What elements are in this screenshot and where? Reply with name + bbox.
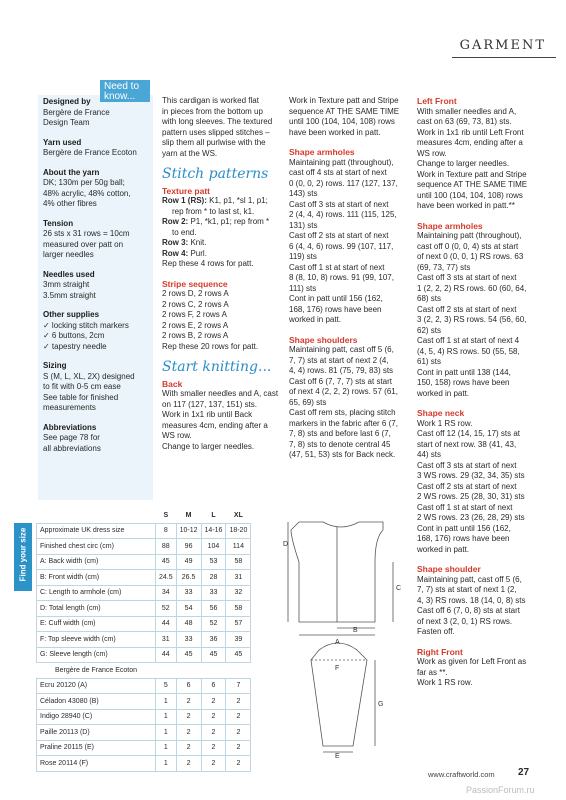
shape-armholes-title: Shape armholes <box>289 147 355 157</box>
label-e: E <box>335 753 340 758</box>
table-cell: 24.5 <box>156 570 177 586</box>
table-row <box>37 539 251 555</box>
text-line: until 100 (104, 104, 108) rows <box>289 117 395 126</box>
sidebar-line: all abbreviations <box>43 443 101 453</box>
table-cell: B: Front width (cm) <box>37 570 156 586</box>
text-line: 111) sts <box>289 283 317 293</box>
text-line: Cast off 12 (14, 15, 17) sts at <box>417 429 521 438</box>
text-line: Cast off 1 st at start of next <box>417 502 513 512</box>
find-your-size-label: Find your size <box>18 527 28 582</box>
table-cell: 2 <box>176 740 201 756</box>
table-cell: M <box>185 511 192 519</box>
texture-stripe-intro <box>289 96 411 138</box>
shape-shoulders-text <box>289 345 411 461</box>
table-cell: 2 <box>226 756 251 772</box>
text-line: Cont in patt until 138 (144, <box>417 367 511 377</box>
table-cell: 28 <box>201 570 226 586</box>
table-cell: 1 <box>156 709 177 725</box>
table-cell: G: Sleeve length (cm) <box>37 647 156 663</box>
table-cell: 88 <box>156 539 177 555</box>
text-line: Work as given for Left Front as <box>417 657 527 666</box>
table-cell: 2 <box>176 709 201 725</box>
table-cell: 58 <box>226 601 251 617</box>
text-line: cast on 63 (69, 73, 81) sts. <box>417 117 512 126</box>
text-line: on 117 (127, 137, 151) sts. <box>162 399 258 409</box>
text-line: Work in 1x1 rib until Left Front <box>417 127 524 137</box>
table-cell: 2 <box>201 694 226 710</box>
table-cell: 49 <box>176 554 201 570</box>
text-line: of next 3 (2, 0, 1) RS rows. <box>417 616 513 626</box>
shape-neck-title: Shape neck <box>417 408 465 418</box>
text-line: 4, 3) RS rows. 18 (14, 0, 8) sts <box>417 595 526 605</box>
text-line: (4, 5, 4) RS rows. 50 (55, 58, <box>417 346 520 356</box>
sidebar-line: measured over patt on <box>43 239 124 249</box>
text-line: 168, 176) rows have been <box>289 304 382 314</box>
table-cell: 53 <box>201 554 226 570</box>
table-cell: 2 <box>226 725 251 741</box>
back-instructions <box>162 389 284 452</box>
text-line: 119) sts <box>289 252 317 261</box>
text-line: Cast off 3 sts at start of next <box>417 460 517 470</box>
watermark: PassionForum.ru <box>466 785 535 795</box>
table-row <box>37 523 251 539</box>
sidebar-heading: Other supplies <box>43 310 100 319</box>
texture-patt-title: Texture patt <box>162 185 211 196</box>
text-line: Cast off rem sts, placing stitch <box>289 408 396 417</box>
text-line: Cast off 1 st at start of next <box>289 262 385 272</box>
sidebar-line: Design Team <box>43 118 90 127</box>
sidebar-line: 48% acrylic, 48% cotton, <box>43 188 131 198</box>
table-cell: L <box>211 511 216 519</box>
shape-shoulders-title: Shape shoulders <box>289 334 358 345</box>
row-label: Row 3: <box>162 238 189 247</box>
shape-armholes-text <box>289 158 411 326</box>
table-row <box>37 740 251 756</box>
row-text: K1, p1, *sl 1, p1; <box>209 196 268 205</box>
text-line: With smaller needles and A, cast <box>162 389 279 398</box>
table-cell: 2 <box>176 756 201 772</box>
start-knitting-title: Start knitting... <box>162 359 272 375</box>
text-line: 62) sts <box>417 325 442 335</box>
table-cell: 2 <box>226 709 251 725</box>
texture-patt-rows <box>162 196 284 270</box>
text-line: 65, 69) sts <box>289 397 327 407</box>
table-cell: 45 <box>201 647 226 663</box>
texture-row <box>162 207 284 218</box>
table-cell: Finished chest circ (cm) <box>37 539 156 555</box>
text-line: Fasten off. <box>417 627 455 636</box>
text-line: cast off 0 (0, 0, 4) sts at start <box>417 241 519 251</box>
table-row <box>37 725 251 741</box>
table-cell: Praline 20115 (E) <box>37 740 156 756</box>
table-cell: XL <box>233 511 243 519</box>
text-line: have been worked in patt. <box>289 127 381 137</box>
right-front-title: Right Front <box>417 646 463 657</box>
table-cell: 33 <box>176 632 201 648</box>
text-line: sequence AT THE SAME TIME <box>289 106 400 116</box>
sidebar-line: ✓ 6 buttons, 2cm <box>43 331 105 340</box>
sidebar-line: Bergère de France Ecoton <box>43 148 137 157</box>
size-table-container <box>36 508 251 772</box>
text-line: with long sleeves. The textured <box>162 117 273 126</box>
sidebar-line: DK; 130m per 50g ball; <box>43 178 125 187</box>
text-line: 131) sts <box>289 220 318 230</box>
text-line: Work 1 RS row. <box>417 418 473 428</box>
table-cell: 52 <box>156 601 177 617</box>
texture-row <box>162 217 284 228</box>
intro-paragraph <box>162 96 284 159</box>
text-line: of next 4 (2, 2, 2) rows. 57 (61, <box>289 387 398 396</box>
left-front-text <box>417 107 539 212</box>
table-cell <box>226 663 251 679</box>
find-your-size-tab <box>14 523 32 591</box>
table-cell: 33 <box>176 585 201 601</box>
text-line: Maintaining patt, cast off 5 (6, <box>417 574 522 584</box>
text-line: 2 (4, 4, 4) rows. 111 (115, 125, <box>289 210 397 219</box>
text-line: WS row. <box>417 148 447 158</box>
sidebar-line: measurements <box>43 403 96 412</box>
table-cell <box>156 663 177 679</box>
texture-row <box>162 249 284 260</box>
text-line: Maintaining patt, cast off 5 (6, <box>289 345 394 354</box>
shape-neck-text <box>417 419 539 556</box>
table-row <box>37 585 251 601</box>
table-cell: 2 <box>226 694 251 710</box>
table-cell: A: Back width (cm) <box>37 554 156 570</box>
text-line: Cast off 2 sts at start of next <box>417 304 517 314</box>
table-cell: 6 <box>201 678 226 694</box>
table-cell: Bergère de France Ecoton <box>54 666 138 674</box>
texture-row <box>162 238 284 249</box>
table-cell: Indigo 28940 (C) <box>37 709 156 725</box>
table-cell: 1 <box>156 725 177 741</box>
table-cell: Rose 20114 (F) <box>37 756 156 772</box>
text-line: Cast off 2 sts at start of next <box>417 481 517 491</box>
label-f: F <box>335 665 340 672</box>
text-line: 61) sts <box>417 357 442 366</box>
text-line: (69, 73, 77) sts <box>417 262 471 272</box>
table-cell: 2 <box>176 725 201 741</box>
table-cell: 2 <box>201 740 226 756</box>
table-cell: 2 <box>226 740 251 756</box>
table-cell: 45 <box>176 647 201 663</box>
table-cell: Approximate UK dress size <box>37 523 156 539</box>
table-cell: 2 <box>201 756 226 772</box>
text-line: 150, 158) rows have been <box>417 378 510 387</box>
text-line: 2 rows D, 2 rows A <box>162 289 229 298</box>
table-cell: 2 <box>201 725 226 741</box>
table-cell <box>37 508 156 523</box>
table-cell: 34 <box>156 585 177 601</box>
text-line: Cast off 2 sts at start of next <box>289 231 389 240</box>
text-line: 7, 8) sts to denote central 45 <box>289 439 391 449</box>
table-row <box>37 647 251 663</box>
text-line: WS row. <box>162 431 192 440</box>
table-cell: 33 <box>201 585 226 601</box>
sidebar-info <box>43 97 151 454</box>
text-line: Work in 1x1 rib until Back <box>162 410 253 419</box>
text-line: 6 (4, 4, 6) rows. 99 (107, 117, <box>289 241 394 251</box>
sidebar-heading: Sizing <box>43 361 67 370</box>
text-line: worked in patt. <box>289 315 342 324</box>
shape-shoulder-text <box>417 575 539 638</box>
text-line: sequence AT THE SAME TIME <box>417 180 528 189</box>
text-line: 7, 7) sts at start of next 2 (4, <box>289 355 389 365</box>
text-line: measures 4cm, ending after a <box>417 138 523 147</box>
table-cell: 36 <box>201 632 226 648</box>
stripe-sequence-title: Stripe sequence <box>162 278 228 289</box>
text-line: Maintaining patt (throughout), <box>289 157 394 167</box>
text-line: worked in patt. <box>417 544 470 554</box>
table-cell: 48 <box>176 616 201 632</box>
front-shape-armholes-title: Shape armholes <box>417 220 483 231</box>
stripe-sequence-rows <box>162 289 284 352</box>
table-cell: 45 <box>226 647 251 663</box>
page-number: 27 <box>518 767 530 778</box>
table-cell: 31 <box>226 570 251 586</box>
table-cell <box>176 663 201 679</box>
text-line: Cast off 3 sts at start of next <box>289 199 389 209</box>
row-text: Rep these 4 rows for patt. <box>162 259 254 268</box>
text-line: cast off 4 sts at start of next <box>289 168 387 177</box>
text-line: Cast off 3 sts at start of next <box>417 273 517 282</box>
table-row <box>37 756 251 772</box>
table-cell: 18-20 <box>226 523 251 539</box>
table-cell: 44 <box>156 616 177 632</box>
sidebar-line: ✓ locking stitch markers <box>43 320 129 330</box>
need-to-know-badge: Need to know... <box>100 80 150 102</box>
table-row <box>37 632 251 648</box>
table-cell: 45 <box>156 554 177 570</box>
text-line: until 100 (104, 104, 108) rows <box>417 190 523 200</box>
garment-diagram <box>283 518 413 758</box>
sidebar-line: See table for finished <box>43 392 119 402</box>
table-cell: 26.5 <box>176 570 201 586</box>
header-rule <box>452 57 556 58</box>
table-cell: 39 <box>226 632 251 648</box>
text-line: Change to larger needles. <box>162 441 255 451</box>
sidebar-heading: Needles used <box>43 269 95 279</box>
row-text: rep from * to last st, k1. <box>172 206 255 216</box>
text-line: 7, 8) sts and before last 6 (7, <box>289 429 391 438</box>
text-line: in pieces from the bottom up <box>162 106 263 116</box>
table-header-row <box>37 508 251 523</box>
table-cell: 10-12 <box>176 523 201 539</box>
text-line: 2 rows E, 2 rows A <box>162 320 229 330</box>
text-line: 168, 176) rows have been <box>417 534 510 543</box>
text-line: 2 rows B, 2 rows A <box>162 331 229 340</box>
left-front-title: Left Front <box>417 96 457 106</box>
label-c: C <box>396 585 402 592</box>
sidebar-line: ✓ tapestry needle <box>43 341 107 351</box>
table-row <box>37 616 251 632</box>
text-line: far as **. <box>417 667 448 677</box>
table-cell: 32 <box>226 585 251 601</box>
text-line: markers in the fabric after 6 (7, <box>289 418 398 428</box>
table-cell: 1 <box>156 740 177 756</box>
table-row <box>37 678 251 694</box>
table-cell: 6 <box>176 678 201 694</box>
row-text: Purl. <box>190 248 207 258</box>
sidebar-heading: Designed by <box>43 97 91 106</box>
label-g: G <box>378 701 384 708</box>
table-cell: 1 <box>156 694 177 710</box>
yarn-header-row <box>37 663 251 679</box>
text-line: Rep these 20 rows for patt. <box>162 341 259 351</box>
table-cell: E: Cuff width (cm) <box>37 616 156 632</box>
sidebar-line: to fit with 0-5 cm ease <box>43 382 121 391</box>
texture-row <box>162 259 284 270</box>
back-title: Back <box>162 378 183 389</box>
table-row <box>37 554 251 570</box>
text-line: 2 rows F, 2 rows A <box>162 310 227 319</box>
text-line: 143) sts <box>289 189 318 198</box>
table-cell: D: Total length (cm) <box>37 601 156 617</box>
text-line: measures 4cm, ending after a <box>162 420 268 430</box>
table-cell <box>201 663 226 679</box>
table-cell: 104 <box>201 539 226 555</box>
table-cell: 14-16 <box>201 523 226 539</box>
text-line: yarn at the WS. <box>162 148 218 158</box>
text-line: Change to larger needles. <box>417 159 510 168</box>
text-line: 8 (8, 10, 8) rows. 91 (99, 107, <box>289 273 394 282</box>
label-d: D <box>283 541 289 548</box>
table-cell: Céladon 43080 (B) <box>37 694 156 710</box>
column-4 <box>417 96 539 689</box>
table-cell: 31 <box>156 632 177 648</box>
text-line: Cast off 6 (7, 0, 8) sts at start <box>417 606 521 615</box>
text-line: 2 rows C, 2 rows A <box>162 299 229 309</box>
table-row <box>37 709 251 725</box>
sidebar-line: 4% other fibres <box>43 199 97 208</box>
table-cell: 2 <box>176 694 201 710</box>
sidebar-heading: Abbreviations <box>43 422 97 432</box>
sidebar-line: Bergère de France <box>43 107 110 117</box>
text-line: 7, 7) sts at start of next 1 (2, <box>417 585 517 594</box>
table-cell: 1 <box>156 756 177 772</box>
text-line: Cont in patt until 156 (162, <box>417 523 511 533</box>
table-cell: 54 <box>176 601 201 617</box>
sidebar-line: 3mm straight <box>43 280 90 289</box>
sidebar-line: larger needles <box>43 250 94 259</box>
row-text: to end. <box>172 227 197 237</box>
row-text: P1, *k1, p1; rep from * <box>190 217 270 226</box>
text-line: Cast off 6 (7, 7, 7) sts at start <box>289 376 393 386</box>
table-row <box>37 601 251 617</box>
text-line: 2 WS rows. 23 (26, 28, 29) sts <box>417 513 525 522</box>
table-cell: Paille 20113 (D) <box>37 725 156 741</box>
table-cell: F: Top sleeve width (cm) <box>37 632 156 648</box>
text-line: 1 (2, 2, 2) RS rows. 60 (60, 64, <box>417 283 527 293</box>
text-line: Work in Texture patt and Stripe <box>289 96 399 105</box>
footer-url[interactable]: www.craftworld.com <box>428 770 495 779</box>
text-line: of next 0 (0, 0, 1) RS rows. 63 <box>417 252 524 261</box>
right-front-text <box>417 657 539 689</box>
texture-row <box>162 228 284 239</box>
front-shape-armholes-text <box>417 231 539 399</box>
text-line: 0 (0, 0, 2) rows. 117 (127, 137, <box>289 178 398 188</box>
table-cell: 96 <box>176 539 201 555</box>
section-header: GARMENT <box>459 38 546 53</box>
sidebar-heading: Yarn used <box>43 137 82 147</box>
table-cell: S <box>163 511 169 519</box>
sidebar-heading: About the yarn <box>43 167 100 177</box>
text-line: Work 1 RS row. <box>417 678 473 687</box>
stitch-patterns-title: Stitch patterns <box>162 166 269 182</box>
table-cell: 8 <box>156 523 177 539</box>
shape-shoulder-title: Shape shoulder <box>417 564 481 574</box>
column-3 <box>289 96 411 461</box>
table-cell: Ecru 20120 (A) <box>37 678 156 694</box>
row-label: Row 1 (RS): <box>162 196 207 205</box>
row-label: Row 2: <box>162 217 189 226</box>
table-cell: 56 <box>201 601 226 617</box>
table-cell: 52 <box>201 616 226 632</box>
table-cell: C: Length to armhole (cm) <box>37 585 156 601</box>
size-table <box>36 508 251 772</box>
table-cell: 114 <box>226 539 251 555</box>
text-line: 44) sts <box>417 450 442 459</box>
sleeve-outline <box>311 643 367 746</box>
text-line: Cont in patt until 156 (162, <box>289 294 383 303</box>
text-line: With smaller needles and A, <box>417 106 517 116</box>
text-line: Cast off 1 st at start of next 4 <box>417 336 520 345</box>
text-line: start of next row. 38 (41, 43, <box>417 439 517 449</box>
text-line: Maintaining patt (throughout), <box>417 231 522 240</box>
column-2 <box>162 96 284 452</box>
text-line: 3 WS rows. 29 (32, 34, 35) sts <box>417 471 525 480</box>
table-cell: 7 <box>226 678 251 694</box>
row-text: Knit. <box>190 238 207 247</box>
table-cell: 2 <box>201 709 226 725</box>
text-line: 4, 4) rows. 81 (75, 79, 83) sts <box>289 366 394 375</box>
sidebar-line: 3.5mm straight <box>43 290 96 300</box>
text-line: slip them all purlwise with the <box>162 138 266 147</box>
text-line: 3 (2, 2, 3) RS rows. 54 (56, 60, <box>417 315 527 324</box>
text-line: worked in patt. <box>417 388 470 398</box>
table-cell: 44 <box>156 647 177 663</box>
label-b: B <box>353 627 358 634</box>
text-line: Work in Texture patt and Stripe <box>417 169 527 179</box>
table-row <box>37 694 251 710</box>
table-cell: 57 <box>226 616 251 632</box>
sidebar-heading: Tension <box>43 218 74 228</box>
sidebar-line: 26 sts x 31 rows = 10cm <box>43 229 130 238</box>
table-cell: 58 <box>226 554 251 570</box>
table-row <box>37 570 251 586</box>
sidebar-line: See page 78 for <box>43 433 100 442</box>
sidebar-line: S (M, L, XL, 2X) designed <box>43 371 135 381</box>
text-line: 68) sts <box>417 294 442 303</box>
texture-row <box>162 196 284 207</box>
text-line: 2 WS rows. 25 (28, 30, 31) sts <box>417 492 525 501</box>
table-cell: 5 <box>156 678 177 694</box>
text-line: (47, 51, 53) sts for Back neck. <box>289 450 396 459</box>
text-line: have been worked in patt.** <box>417 201 515 210</box>
text-line: This cardigan is worked flat <box>162 96 259 105</box>
text-line: pattern uses slipped stitches – <box>162 127 270 137</box>
row-label: Row 4: <box>162 248 189 258</box>
label-a: A <box>335 639 340 646</box>
